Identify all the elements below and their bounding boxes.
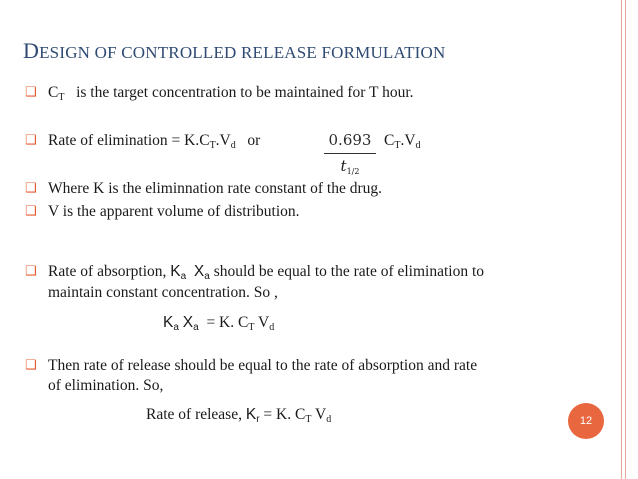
checkbox-bullet-icon: ❑ [25, 133, 37, 148]
bullet-rate-of-release-line2: of elimination. So, [48, 377, 164, 394]
slide-title: DESIGN OF CONTROLLED RELEASE FORMULATION [23, 38, 446, 63]
bullet-target-concentration: $C_T$ is the target concentration to be maintained for T hour. [48, 84, 414, 103]
right-border-line-inner [625, 0, 626, 479]
checkbox-bullet-icon: ❑ [25, 358, 37, 373]
fraction-numerator: 0.693 [328, 131, 372, 149]
absorption-equation: $K_a$ $X_a = K$. $C_T$ $V_d$ [163, 314, 275, 333]
bullet-rate-of-absorption-line2: maintain constant concentration. So , [48, 284, 278, 301]
release-equation: Rate of release, $K_r = K$. $C_T$ $V_d$ [146, 406, 332, 425]
checkbox-bullet-icon: ❑ [25, 85, 37, 100]
checkbox-bullet-icon: ❑ [25, 204, 37, 219]
bullet-rate-of-absorption: Rate of absorption, $K_a$ $X_a$ should be equal to the rate of elimination to [48, 263, 485, 282]
fraction-bar [324, 153, 376, 154]
bullet-where-k: Where K is the eliminnation rate constant of the drug. [48, 180, 383, 197]
fraction-denominator: $t_{1/2}$ [340, 157, 360, 176]
bullet-rate-of-release: Then rate of release should be equal to the rate of absorption and rate [48, 357, 478, 374]
checkbox-bullet-icon: ❑ [25, 181, 37, 196]
elimination-concentration-term: $C_T.V_d$ [384, 132, 421, 151]
page-number-badge: 12 [568, 403, 604, 439]
checkbox-bullet-icon: ❑ [25, 264, 37, 279]
bullet-rate-of-elimination: Rate of elimination = $K.C_T.V_d$ or [48, 132, 261, 151]
bullet-apparent-volume: V is the apparent volume of distribution. [48, 203, 300, 220]
right-border-line-outer [621, 0, 622, 479]
